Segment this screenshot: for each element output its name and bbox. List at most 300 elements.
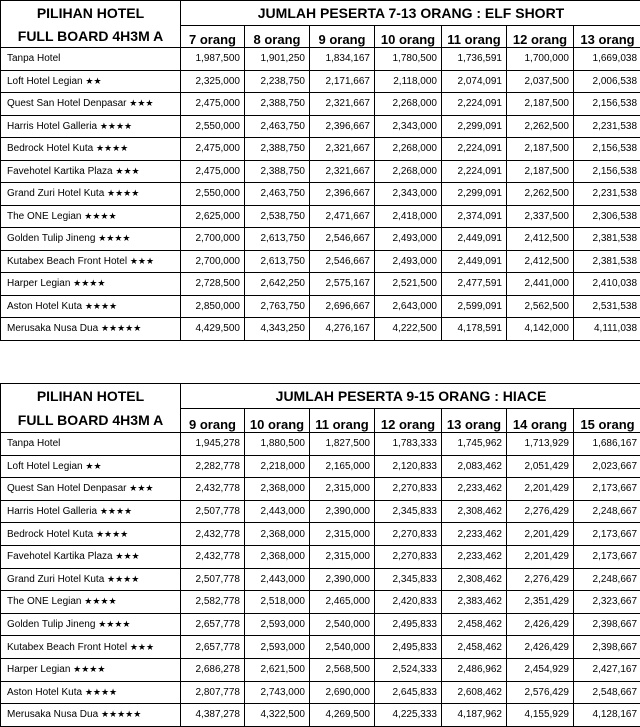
price-cell: 2,477,591 (442, 273, 507, 296)
price-cell: 2,471,667 (310, 205, 375, 228)
hotel-name-cell (1, 138, 181, 161)
price-cell: 2,608,462 (442, 681, 507, 704)
hotel-name: Harper Legian (7, 278, 70, 289)
price-cell: 2,657,778 (181, 613, 245, 636)
hotel-name: Harris Hotel Galleria (7, 121, 97, 132)
table-row (1, 591, 640, 614)
price-cell: 2,345,833 (375, 500, 442, 523)
price-cell: 4,343,250 (245, 318, 310, 341)
star-rating: ★★★★ (73, 278, 105, 288)
price-cell: 2,218,000 (245, 455, 310, 478)
price-cell: 2,396,667 (310, 183, 375, 206)
hotel-name-cell (1, 250, 181, 273)
column-header: 14 orang (507, 409, 574, 433)
price-cell: 2,432,778 (181, 523, 245, 546)
hotel-header-line2: FULL BOARD 4H3M A (1, 409, 181, 433)
star-rating: ★★★ (115, 551, 139, 561)
price-cell: 2,233,462 (442, 478, 507, 501)
price-cell: 2,321,667 (310, 93, 375, 116)
hotel-name-cell (1, 183, 181, 206)
price-cell: 2,540,000 (310, 636, 375, 659)
hotel-name-cell (1, 433, 181, 456)
price-cell: 2,390,000 (310, 500, 375, 523)
price-cell: 2,381,538 (574, 250, 640, 273)
price-cell: 2,074,091 (442, 70, 507, 93)
price-cell: 2,642,250 (245, 273, 310, 296)
price-cell: 2,427,167 (574, 658, 640, 681)
table-row (1, 273, 640, 296)
price-cell: 2,262,500 (507, 183, 574, 206)
hotel-name: Tanpa Hotel (7, 438, 60, 449)
price-cell: 2,657,778 (181, 636, 245, 659)
table-row (1, 500, 640, 523)
price-cell: 2,187,500 (507, 160, 574, 183)
price-cell: 2,458,462 (442, 636, 507, 659)
price-cell: 2,383,462 (442, 591, 507, 614)
hotel-name: Favehotel Kartika Plaza (7, 166, 113, 177)
table-row (1, 138, 640, 161)
column-header: 11 orang (442, 26, 507, 48)
price-cell: 2,531,538 (574, 295, 640, 318)
hotel-name: Bedrock Hotel Kuta (7, 143, 93, 154)
price-cell: 2,548,667 (574, 681, 640, 704)
price-cell: 4,128,167 (574, 704, 640, 727)
column-header: 10 orang (245, 409, 310, 433)
price-cell: 1,700,000 (507, 48, 574, 71)
price-cell: 2,426,429 (507, 636, 574, 659)
price-cell: 2,426,429 (507, 613, 574, 636)
price-cell: 4,222,500 (375, 318, 442, 341)
hotel-name: Loft Hotel Legian (7, 76, 83, 87)
table-row (1, 318, 640, 341)
price-cell: 2,495,833 (375, 613, 442, 636)
price-cell: 2,388,750 (245, 160, 310, 183)
price-cell: 2,268,000 (375, 160, 442, 183)
price-cell: 2,268,000 (375, 138, 442, 161)
star-rating: ★★★★ (96, 529, 128, 539)
table-row (1, 48, 640, 71)
price-cell: 2,521,500 (375, 273, 442, 296)
price-cell: 2,507,778 (181, 500, 245, 523)
price-cell: 2,418,000 (375, 205, 442, 228)
hotel-name-cell (1, 455, 181, 478)
column-header: 9 orang (181, 409, 245, 433)
hotel-name: The ONE Legian (7, 211, 82, 222)
price-cell: 1,827,500 (310, 433, 375, 456)
price-cell: 2,299,091 (442, 115, 507, 138)
hotel-name: Aston Hotel Kuta (7, 301, 82, 312)
price-cell: 2,248,667 (574, 500, 640, 523)
star-rating: ★★★★ (85, 687, 117, 697)
price-cell: 2,686,278 (181, 658, 245, 681)
column-header: 8 orang (245, 26, 310, 48)
price-cell: 2,323,667 (574, 591, 640, 614)
hotel-name: The ONE Legian (7, 596, 82, 607)
price-cell: 2,850,000 (181, 295, 245, 318)
star-rating: ★★★★ (107, 188, 139, 198)
price-cell: 2,643,000 (375, 295, 442, 318)
price-cell: 2,315,000 (310, 545, 375, 568)
star-rating: ★★★ (130, 642, 154, 652)
price-cell: 2,568,500 (310, 658, 375, 681)
hotel-name-cell (1, 160, 181, 183)
price-cell: 2,231,538 (574, 115, 640, 138)
price-cell: 2,187,500 (507, 93, 574, 116)
price-cell: 4,178,591 (442, 318, 507, 341)
price-cell: 2,006,538 (574, 70, 640, 93)
price-cell: 2,282,778 (181, 455, 245, 478)
hotel-name-cell (1, 205, 181, 228)
price-cell: 2,268,000 (375, 93, 442, 116)
price-cell: 2,231,538 (574, 183, 640, 206)
price-cell: 2,524,333 (375, 658, 442, 681)
table-row (1, 613, 640, 636)
price-cell: 2,388,750 (245, 138, 310, 161)
price-cell: 2,593,000 (245, 636, 310, 659)
price-cell: 2,398,667 (574, 636, 640, 659)
price-cell: 2,465,000 (310, 591, 375, 614)
price-cell: 2,463,750 (245, 115, 310, 138)
table-row (1, 523, 640, 546)
hotel-name-cell (1, 658, 181, 681)
star-rating: ★★★★ (73, 664, 105, 674)
hotel-name: Merusaka Nusa Dua (7, 323, 98, 334)
price-cell: 2,412,500 (507, 228, 574, 251)
star-rating: ★★★★ (100, 506, 132, 516)
star-rating: ★★★★ (98, 233, 130, 243)
table-row (1, 250, 640, 273)
hotel-name: Kutabex Beach Front Hotel (7, 256, 127, 267)
price-cell: 2,321,667 (310, 160, 375, 183)
price-cell: 2,696,667 (310, 295, 375, 318)
hotel-header-line1: PILIHAN HOTEL (1, 1, 181, 26)
price-cell: 2,037,500 (507, 70, 574, 93)
price-cell: 2,463,750 (245, 183, 310, 206)
price-cell: 2,613,750 (245, 228, 310, 251)
hotel-name-cell (1, 478, 181, 501)
hotel-name-cell (1, 318, 181, 341)
price-cell: 2,625,000 (181, 205, 245, 228)
table-row (1, 545, 640, 568)
price-cell: 4,387,278 (181, 704, 245, 727)
price-cell: 2,599,091 (442, 295, 507, 318)
price-cell: 2,420,833 (375, 591, 442, 614)
price-cell: 2,315,000 (310, 478, 375, 501)
star-rating: ★★★★★ (101, 709, 141, 719)
price-cell: 1,834,167 (310, 48, 375, 71)
price-cell: 2,173,667 (574, 478, 640, 501)
price-cell: 2,299,091 (442, 183, 507, 206)
price-cell: 2,051,429 (507, 455, 574, 478)
hotel-name-cell (1, 273, 181, 296)
star-rating: ★★ (85, 76, 101, 86)
hotel-name-cell (1, 93, 181, 116)
price-cell: 2,368,000 (245, 523, 310, 546)
price-cell: 4,269,500 (310, 704, 375, 727)
price-cell: 2,171,667 (310, 70, 375, 93)
price-cell: 2,233,462 (442, 523, 507, 546)
price-cell: 2,270,833 (375, 478, 442, 501)
price-cell: 2,550,000 (181, 115, 245, 138)
table-row (1, 70, 640, 93)
price-cell: 2,593,000 (245, 613, 310, 636)
price-cell: 2,156,538 (574, 160, 640, 183)
price-cell: 1,686,167 (574, 433, 640, 456)
table-row (1, 568, 640, 591)
hotel-name: Aston Hotel Kuta (7, 687, 82, 698)
price-cell: 2,412,500 (507, 250, 574, 273)
hotel-name: Bedrock Hotel Kuta (7, 529, 93, 540)
price-cell: 2,518,000 (245, 591, 310, 614)
column-header: 15 orang (574, 409, 640, 433)
price-cell: 2,201,429 (507, 523, 574, 546)
price-cell: 2,540,000 (310, 613, 375, 636)
table-row (1, 160, 640, 183)
price-cell: 2,807,778 (181, 681, 245, 704)
price-cell: 2,550,000 (181, 183, 245, 206)
hotel-name-cell (1, 636, 181, 659)
price-cell: 1,880,500 (245, 433, 310, 456)
hotel-name: Golden Tulip Jineng (7, 233, 95, 244)
table-row (1, 183, 640, 206)
price-cell: 2,449,091 (442, 250, 507, 273)
price-cell: 2,475,000 (181, 138, 245, 161)
price-cell: 2,308,462 (442, 568, 507, 591)
hotel-name: Grand Zuri Hotel Kuta (7, 574, 104, 585)
price-cell: 2,173,667 (574, 523, 640, 546)
price-cell: 2,201,429 (507, 545, 574, 568)
price-cell: 2,351,429 (507, 591, 574, 614)
price-cell: 2,576,429 (507, 681, 574, 704)
price-cell: 2,443,000 (245, 568, 310, 591)
table-row (1, 205, 640, 228)
price-cell: 2,368,000 (245, 478, 310, 501)
price-cell: 2,728,500 (181, 273, 245, 296)
hotel-name-cell (1, 613, 181, 636)
price-cell: 2,306,538 (574, 205, 640, 228)
price-cell: 2,308,462 (442, 500, 507, 523)
star-rating: ★★ (85, 461, 101, 471)
hotel-name: Tanpa Hotel (7, 53, 60, 64)
price-cell: 2,410,038 (574, 273, 640, 296)
hotel-name-cell (1, 115, 181, 138)
star-rating: ★★★★ (100, 121, 132, 131)
price-cell: 2,507,778 (181, 568, 245, 591)
price-cell: 2,023,667 (574, 455, 640, 478)
price-cell: 1,987,500 (181, 48, 245, 71)
price-cell: 2,621,500 (245, 658, 310, 681)
price-cell: 2,187,500 (507, 138, 574, 161)
table-row (1, 681, 640, 704)
price-cell: 2,276,429 (507, 500, 574, 523)
price-cell: 2,645,833 (375, 681, 442, 704)
table-row (1, 295, 640, 318)
star-rating: ★★★★ (107, 574, 139, 584)
price-cell: 4,429,500 (181, 318, 245, 341)
column-header: 9 orang (310, 26, 375, 48)
price-cell: 2,562,500 (507, 295, 574, 318)
price-cell: 1,901,250 (245, 48, 310, 71)
price-cell: 2,315,000 (310, 523, 375, 546)
price-cell: 2,454,929 (507, 658, 574, 681)
table-row (1, 636, 640, 659)
price-cell: 2,083,462 (442, 455, 507, 478)
price-cell: 4,111,038 (574, 318, 640, 341)
hotel-name-cell (1, 591, 181, 614)
price-cell: 2,700,000 (181, 228, 245, 251)
hotel-name-cell (1, 523, 181, 546)
hotel-name-cell (1, 70, 181, 93)
price-cell: 2,224,091 (442, 138, 507, 161)
price-cell: 1,669,038 (574, 48, 640, 71)
star-rating: ★★★★ (96, 143, 128, 153)
star-rating: ★★★★★ (101, 323, 141, 333)
price-cell: 2,381,538 (574, 228, 640, 251)
price-cell: 4,276,167 (310, 318, 375, 341)
price-cell: 2,486,962 (442, 658, 507, 681)
price-cell: 2,575,167 (310, 273, 375, 296)
hotel-name: Favehotel Kartika Plaza (7, 551, 113, 562)
price-cell: 2,321,667 (310, 138, 375, 161)
price-cell: 2,441,000 (507, 273, 574, 296)
star-rating: ★★★★ (84, 211, 116, 221)
price-cell: 2,238,750 (245, 70, 310, 93)
table-row (1, 115, 640, 138)
price-cell: 2,449,091 (442, 228, 507, 251)
table-row (1, 433, 640, 456)
price-cell: 1,713,929 (507, 433, 574, 456)
hotel-name: Quest San Hotel Denpasar (7, 483, 127, 494)
price-cell: 2,690,000 (310, 681, 375, 704)
price-cell: 2,432,778 (181, 545, 245, 568)
price-cell: 2,224,091 (442, 93, 507, 116)
star-rating: ★★★ (130, 256, 154, 266)
price-cell: 2,374,091 (442, 205, 507, 228)
price-cell: 2,700,000 (181, 250, 245, 273)
price-cell: 2,613,750 (245, 250, 310, 273)
hotel-name-cell (1, 568, 181, 591)
price-cell: 2,120,833 (375, 455, 442, 478)
table-row (1, 658, 640, 681)
column-header: 13 orang (574, 26, 640, 48)
price-cell: 2,398,667 (574, 613, 640, 636)
price-cell: 2,396,667 (310, 115, 375, 138)
star-rating: ★★★ (115, 166, 139, 176)
price-cell: 2,248,667 (574, 568, 640, 591)
price-cell: 4,142,000 (507, 318, 574, 341)
hotel-name-cell (1, 681, 181, 704)
price-cell: 2,432,778 (181, 478, 245, 501)
hotel-header-line1: PILIHAN HOTEL (1, 384, 181, 409)
hotel-name: Loft Hotel Legian (7, 461, 83, 472)
price-table-2 (0, 383, 640, 727)
star-rating: ★★★ (129, 98, 153, 108)
star-rating: ★★★ (129, 483, 153, 493)
price-cell: 2,224,091 (442, 160, 507, 183)
price-cell: 2,345,833 (375, 568, 442, 591)
price-cell: 2,165,000 (310, 455, 375, 478)
price-cell: 4,322,500 (245, 704, 310, 727)
price-cell: 2,743,000 (245, 681, 310, 704)
column-header: 10 orang (375, 26, 442, 48)
price-cell: 2,475,000 (181, 93, 245, 116)
table-row (1, 704, 640, 727)
price-cell: 4,225,333 (375, 704, 442, 727)
price-table-1 (0, 0, 640, 341)
hotel-name-cell (1, 500, 181, 523)
price-cell: 2,582,778 (181, 591, 245, 614)
price-cell: 2,368,000 (245, 545, 310, 568)
column-header: 12 orang (375, 409, 442, 433)
hotel-name: Merusaka Nusa Dua (7, 709, 98, 720)
table-row (1, 478, 640, 501)
table-row (1, 455, 640, 478)
price-cell: 2,538,750 (245, 205, 310, 228)
hotel-name-cell (1, 48, 181, 71)
price-cell: 2,262,500 (507, 115, 574, 138)
price-cell: 2,475,000 (181, 160, 245, 183)
column-header: 12 orang (507, 26, 574, 48)
hotel-name: Kutabex Beach Front Hotel (7, 642, 127, 653)
column-header: 11 orang (310, 409, 375, 433)
hotel-name: Golden Tulip Jineng (7, 619, 95, 630)
group-title: JUMLAH PESERTA 9-15 ORANG : HIACE (181, 384, 640, 409)
hotel-name: Grand Zuri Hotel Kuta (7, 188, 104, 199)
price-cell: 2,458,462 (442, 613, 507, 636)
star-rating: ★★★★ (84, 596, 116, 606)
price-cell: 2,763,750 (245, 295, 310, 318)
price-cell: 2,156,538 (574, 93, 640, 116)
price-cell: 1,745,962 (442, 433, 507, 456)
price-cell: 2,233,462 (442, 545, 507, 568)
price-cell: 2,270,833 (375, 523, 442, 546)
star-rating: ★★★★ (85, 301, 117, 311)
price-cell: 1,945,278 (181, 433, 245, 456)
hotel-name: Harper Legian (7, 664, 70, 675)
price-cell: 2,156,538 (574, 138, 640, 161)
price-cell: 2,325,000 (181, 70, 245, 93)
price-cell: 1,736,591 (442, 48, 507, 71)
price-cell: 2,118,000 (375, 70, 442, 93)
price-cell: 2,276,429 (507, 568, 574, 591)
column-header: 7 orang (181, 26, 245, 48)
table-row (1, 93, 640, 116)
star-rating: ★★★★ (98, 619, 130, 629)
price-cell: 2,495,833 (375, 636, 442, 659)
column-header: 13 orang (442, 409, 507, 433)
price-cell: 2,343,000 (375, 183, 442, 206)
hotel-name: Harris Hotel Galleria (7, 506, 97, 517)
hotel-name-cell (1, 228, 181, 251)
price-cell: 2,201,429 (507, 478, 574, 501)
price-cell: 2,337,500 (507, 205, 574, 228)
hotel-name-cell (1, 704, 181, 727)
hotel-name: Quest San Hotel Denpasar (7, 98, 127, 109)
price-cell: 1,780,500 (375, 48, 442, 71)
price-cell: 2,546,667 (310, 250, 375, 273)
price-cell: 2,493,000 (375, 228, 442, 251)
price-cell: 2,270,833 (375, 545, 442, 568)
price-cell: 1,783,333 (375, 433, 442, 456)
hotel-header-line2: FULL BOARD 4H3M A (1, 26, 181, 48)
price-cell: 2,493,000 (375, 250, 442, 273)
price-cell: 2,443,000 (245, 500, 310, 523)
price-cell: 4,187,962 (442, 704, 507, 727)
price-cell: 2,390,000 (310, 568, 375, 591)
price-cell: 4,155,929 (507, 704, 574, 727)
price-cell: 2,388,750 (245, 93, 310, 116)
hotel-name-cell (1, 295, 181, 318)
